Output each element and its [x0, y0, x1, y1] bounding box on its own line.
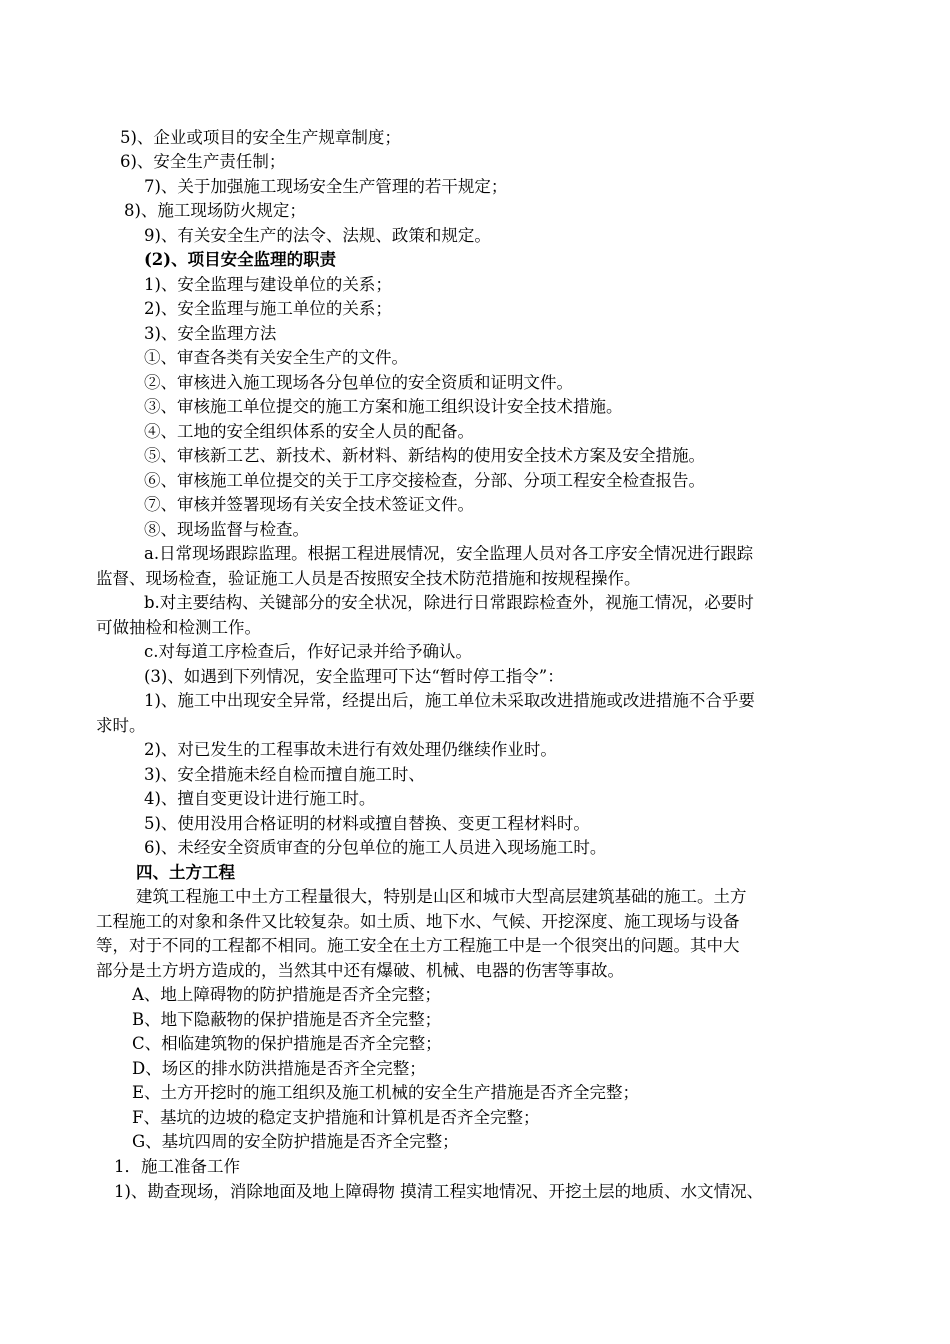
text-line: 1)、勘查现场，消除地面及地上障碍物 摸清工程实地情况、开挖土层的地质、水文情况、	[114, 1182, 764, 1201]
text-line: 7)、关于加强施工现场安全生产管理的若干规定；	[144, 177, 508, 196]
text-line: 4)、擅自变更设计进行施工时。	[144, 789, 376, 808]
text-line: 1．施工准备工作	[114, 1157, 240, 1176]
text-line: 求时。	[96, 716, 146, 735]
text-line: 工程施工的对象和条件又比较复杂。如土质、地下水、气候、开挖深度、施工现场与设备	[96, 912, 740, 931]
text-line: (3)、如遇到下列情况，安全监理可下达“暂时停工指令”：	[144, 667, 564, 686]
text-line: 部分是土方坍方造成的，当然其中还有爆破、机械、电器的伤害等事故。	[96, 961, 624, 980]
text-line: 2)、对已发生的工程事故未进行有效处理仍继续作业时。	[144, 740, 557, 759]
text-line: ⑦、审核并签署现场有关安全技术签证文件。	[144, 495, 474, 514]
text-line: ④、工地的安全组织体系的安全人员的配备。	[144, 422, 474, 441]
text-line: E、土方开挖时的施工组织及施工机械的安全生产措施是否齐全完整；	[132, 1083, 640, 1102]
text-line: 9)、有关安全生产的法令、法规、政策和规定。	[144, 226, 491, 245]
text-line: 5)、企业或项目的安全生产规章制度；	[120, 128, 401, 147]
text-line: 1)、安全监理与建设单位的关系；	[144, 275, 392, 294]
text-line: ⑧、现场监督与检查。	[144, 520, 309, 539]
text-line: F、基坑的边坡的稳定支护措施和计算机是否齐全完整；	[132, 1108, 540, 1127]
text-line: a.日常现场跟踪监理。根据工程进展情况，安全监理人员对各工序安全情况进行跟踪	[144, 544, 754, 563]
text-line: 3)、安全监理方法	[144, 324, 277, 343]
text-line: ③、审核施工单位提交的施工方案和施工组织设计安全技术措施。	[144, 397, 623, 416]
section-heading: (2)、项目安全监理的职责	[144, 250, 337, 269]
text-line: G、基坑四周的安全防护措施是否齐全完整；	[132, 1132, 459, 1151]
text-line: ⑤、审核新工艺、新技术、新材料、新结构的使用安全技术方案及安全措施。	[144, 446, 705, 465]
text-line: 监督、现场检查，验证施工人员是否按照安全技术防范措施和按规程操作。	[96, 569, 641, 588]
text-line: ⑥、审核施工单位提交的关于工序交接检查，分部、分项工程安全检查报告。	[144, 471, 705, 490]
text-line: ②、审核进入施工现场各分包单位的安全资质和证明文件。	[144, 373, 573, 392]
text-line: b.对主要结构、关键部分的安全状况，除进行日常跟踪检查外，视施工情况，必要时	[144, 593, 754, 612]
text-line: 2)、安全监理与施工单位的关系；	[144, 299, 392, 318]
text-line: 建筑工程施工中土方工程量很大，特别是山区和城市大型高层建筑基础的施工。土方	[136, 887, 747, 906]
text-line: ①、审查各类有关安全生产的文件。	[144, 348, 408, 367]
text-line: C、相临建筑物的保护措施是否齐全完整；	[132, 1034, 442, 1053]
text-line: 1)、施工中出现安全异常，经提出后，施工单位未采取改进措施或改进措施不合乎要	[144, 691, 755, 710]
text-line: 等，对于不同的工程都不相同。施工安全在土方工程施工中是一个很突出的问题。其中大	[96, 936, 740, 955]
text-line: 6)、安全生产责任制；	[120, 152, 286, 171]
text-line: 可做抽检和检测工作。	[96, 618, 261, 637]
text-line: 6)、未经安全资质审查的分包单位的施工人员进入现场施工时。	[144, 838, 607, 857]
text-line: 5)、使用没用合格证明的材料或擅自替换、变更工程材料时。	[144, 814, 590, 833]
section-heading: 四、土方工程	[136, 863, 235, 882]
text-line: D、场区的排水防洪措施是否齐全完整；	[132, 1059, 426, 1078]
text-line: c.对每道工序检查后，作好记录并给予确认。	[144, 642, 472, 661]
text-line: A、地上障碍物的防护措施是否齐全完整；	[132, 985, 441, 1004]
text-line: B、地下隐蔽物的保护措施是否齐全完整；	[132, 1010, 442, 1029]
text-line: 3)、安全措施未经自检而擅自施工时、	[144, 765, 425, 784]
text-line: 8)、施工现场防火规定；	[124, 201, 306, 220]
